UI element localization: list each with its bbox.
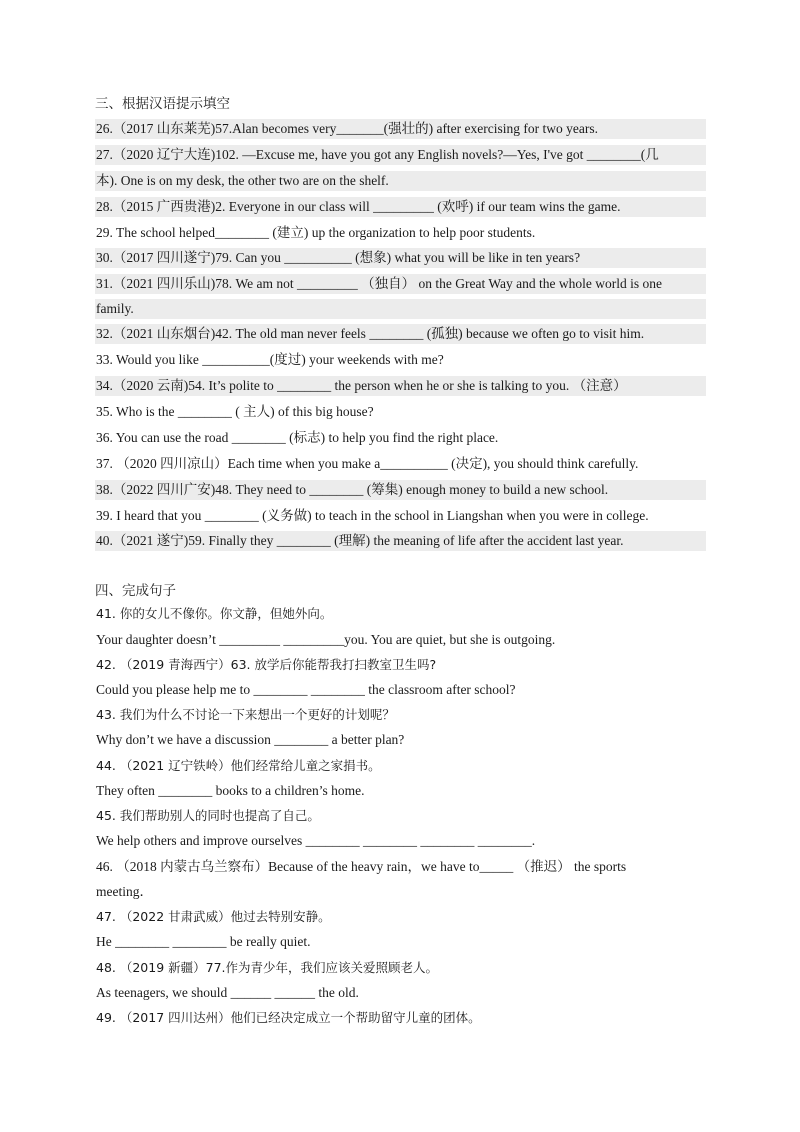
question-41-chinese: 41. 你的女儿不像你。你文静，但她外向。 bbox=[96, 606, 333, 621]
question-45-english: We help others and improve ourselves ________ ________ ________ ________. bbox=[96, 833, 536, 848]
question-35: 35. Who is the ________ ( 主人) of this big house? bbox=[96, 404, 374, 419]
question-31: 31.（2021 四川乐山)78. We am not _________ （独自） on the Great Way and the whole world is one bbox=[95, 274, 706, 294]
question-43-english: Why don’t we have a discussion ________ a better plan? bbox=[96, 732, 405, 747]
question-36: 36. You can use the road ________ (标志) to help you find the right place. bbox=[96, 430, 499, 445]
question-34: 34.（2020 云南)54. It’s polite to ________ the person when he or she is talking to you. （注意） bbox=[95, 376, 706, 396]
question-31-cont: family. bbox=[95, 299, 706, 319]
question-47-chinese: 47. （2022 甘肃武威）他过去特别安静。 bbox=[96, 909, 331, 924]
question-44-english: They often ________ books to a children’s home. bbox=[96, 783, 365, 798]
question-42-english: Could you please help me to ________ ________ the classroom after school? bbox=[96, 682, 516, 697]
question-38: 38.（2022 四川广安)48. They need to ________ (筹集) enough money to build a new school. bbox=[95, 480, 706, 500]
question-37: 37. （2020 四川凉山）Each time when you make a__________ (决定), you should think carefully. bbox=[96, 456, 639, 471]
question-32: 32.（2021 山东烟台)42. The old man never feels ________ (孤独) because we often go to visit him. bbox=[95, 324, 706, 344]
question-42-chinese: 42. （2019 青海西宁）63. 放学后你能帮我打扫教室卫生吗? bbox=[96, 657, 437, 672]
question-46-cont: meeting． bbox=[96, 884, 153, 899]
question-26: 26.（2017 山东莱芜)57.Alan becomes very_______(强壮的) after exercising for two years. bbox=[95, 119, 706, 139]
question-30: 30.（2017 四川遂宁)79. Can you __________ (想象) what you will be like in ten years? bbox=[95, 248, 706, 268]
question-29: 29. The school helped________ (建立) up the organization to help poor students. bbox=[96, 225, 536, 240]
question-48-chinese: 48. （2019 新疆）77.作为青少年，我们应该关爱照顾老人。 bbox=[96, 960, 439, 975]
question-39: 39. I heard that you ________ (义务做) to teach in the school in Liangshan when you were in college. bbox=[96, 508, 649, 523]
question-43-chinese: 43. 我们为什么不讨论一下来想出一个更好的计划呢？ bbox=[96, 707, 395, 722]
question-44-chinese: 44. （2021 辽宁铁岭）他们经常给儿童之家捐书。 bbox=[96, 758, 381, 773]
question-33: 33. Would you like __________(度过) your weekends with me? bbox=[96, 352, 444, 367]
section-4-title: 四、完成句子 bbox=[95, 583, 176, 599]
question-27-cont: 本). One is on my desk, the other two are on the shelf. bbox=[95, 171, 706, 191]
section-3-title: 三、根据汉语提示填空 bbox=[95, 96, 230, 112]
question-40: 40.（2021 遂宁)59. Finally they ________ (理解) the meaning of life after the accident last year. bbox=[95, 531, 706, 551]
question-41-english: Your daughter doesn’t _________ _________you. You are quiet, but she is outgoing. bbox=[96, 632, 556, 647]
question-48-english: As teenagers, we should ______ ______ the old. bbox=[96, 985, 359, 1000]
question-47-english: He ________ ________ be really quiet. bbox=[96, 934, 311, 949]
question-28: 28.（2015 广西贵港)2. Everyone in our class will _________ (欢呼) if our team wins the game. bbox=[95, 197, 706, 217]
question-27: 27.（2020 辽宁大连)102. —Excuse me, have you got any English novels?—Yes, I've got ________(几 bbox=[95, 145, 706, 165]
question-46: 46. （2018 内蒙古乌兰察布）Because of the heavy rain，we have to_____ （推迟） the sports bbox=[96, 859, 627, 874]
question-49-chinese: 49. （2017 四川达州）他们已经决定成立一个帮助留守儿童的团体。 bbox=[96, 1010, 481, 1025]
question-45-chinese: 45. 我们帮助别人的同时也提高了自己。 bbox=[96, 808, 320, 823]
